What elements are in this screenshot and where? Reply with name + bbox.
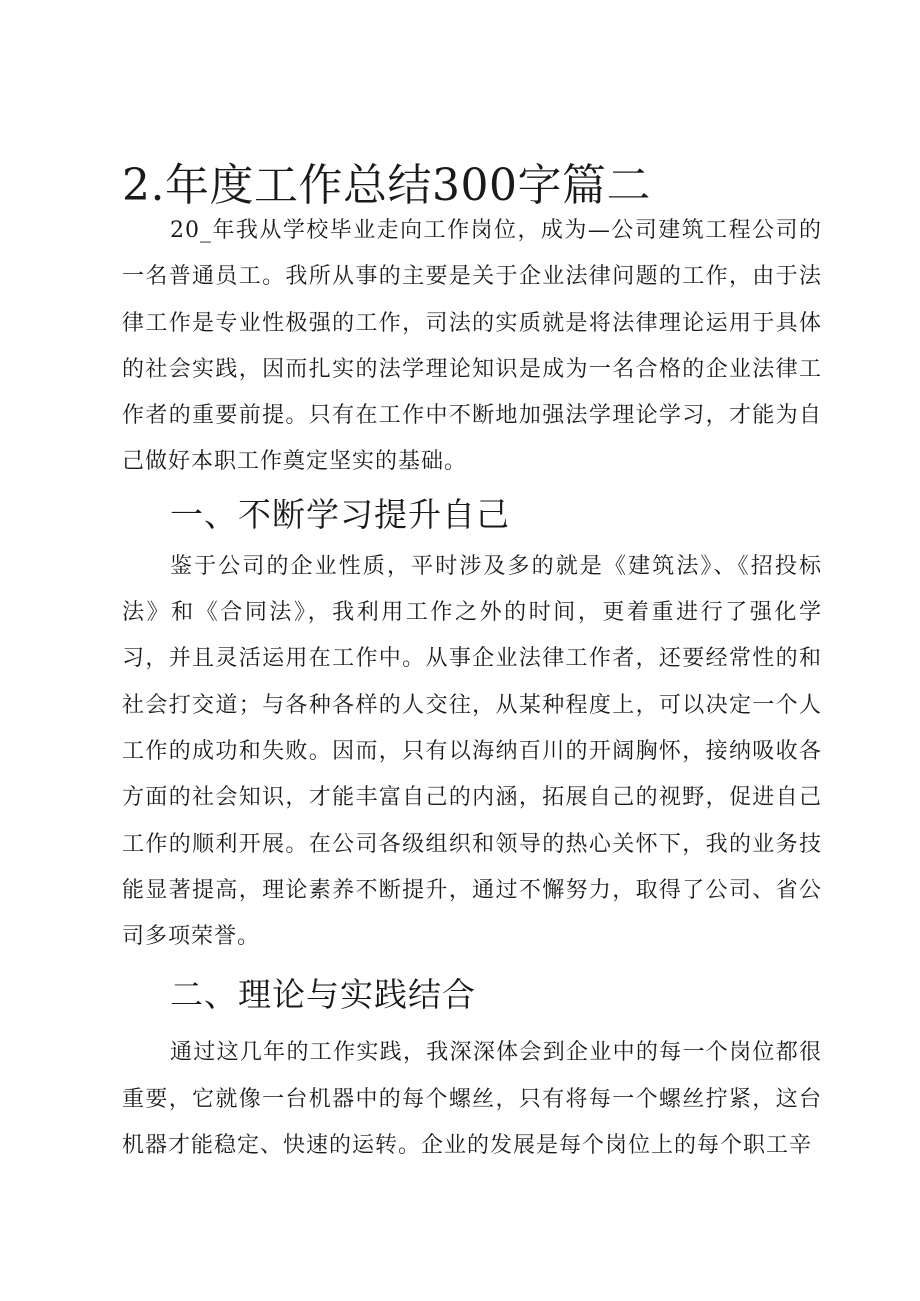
paragraph-learning: 鉴于公司的企业性质，平时涉及多的就是《建筑法》、《招投标法》和《合同法》，我利用工作之外的时间，更着重进行了强化学习，并且灵活运用在工作中。从事企业法律工作者，还要经常性的和社会打交道；与各种各样的人交往，从某种程度上，可以决定一个人工作的成功和失败。因而，只有以海纳百川的开阔胸怀，接纳吸收各方面的社会知识，才能丰富自己的内涵，拓展自己的视野，促进自己工作的顺利开展。在公司各级组织和领导的热心关怀下，我的业务技能显著提高，理论素养不断提升，通过不懈努力，取得了公司、省公司多项荣誉。 bbox=[122, 553, 822, 950]
document-title: 2.年度工作总结300字篇二 bbox=[122, 160, 651, 211]
paragraph-intro: 20_年我从学校毕业走向工作岗位，成为—公司建筑工程公司的一名普通员工。我所从事的主要是关于企业法律问题的工作，由于法律工作是专业性极强的工作，司法的实质就是将法律理论运用于具体的社会实践，因而扎实的法学理论知识是成为一名合格的企业法律工作者的重要前提。只有在工作中不断地加强法学理论学习，才能为自己做好本职工作奠定坚实的基础。 bbox=[122, 218, 822, 475]
document-body bbox=[122, 160, 822, 1169]
section-heading-2: 二、理论与实践结合 bbox=[170, 975, 476, 1015]
paragraph-practice: 通过这几年的工作实践，我深深体会到企业中的每一个岗位都很重要，它就像一台机器中的每个螺丝，只有将每一个螺丝拧紧，这台机器才能稳定、快速的运转。企业的发展是每个岗位上的每个职工辛 bbox=[122, 1040, 822, 1159]
section-heading-1: 一、不断学习提升自己 bbox=[170, 494, 510, 534]
